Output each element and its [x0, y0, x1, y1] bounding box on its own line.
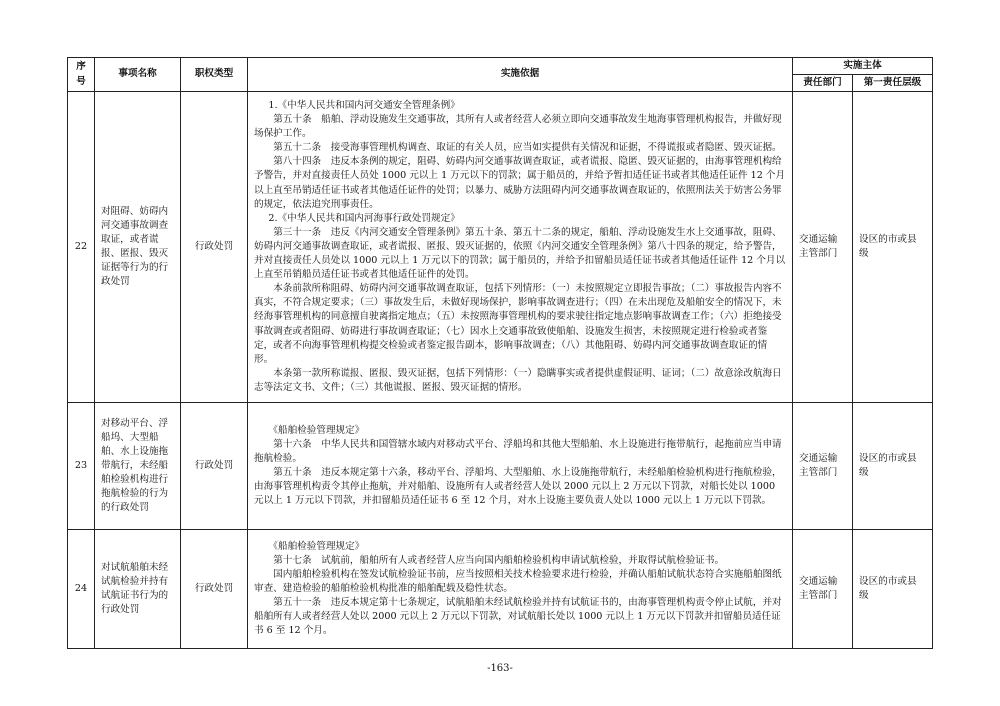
row-seq: 24: [68, 530, 95, 649]
row-dept: 交通运输主管部门: [793, 92, 853, 403]
row-seq: 22: [68, 92, 95, 403]
row-level: 设区的市或县级: [853, 530, 933, 649]
row-power-type: 行政处罚: [181, 530, 248, 649]
row-basis: [248, 530, 793, 649]
basis-paragraph: 第十六条 中华人民共和国管辖水域内对移动式平台、浮船坞和其他大型船舶、水上设施进行拖带航行，起拖前应当申请拖航检验。: [254, 438, 782, 464]
header-dept: 责任部门: [793, 75, 853, 92]
basis-paragraph: 2.《中华人民共和国内河海事行政处罚规定》: [268, 212, 460, 224]
header-power-type: 职权类型: [181, 58, 248, 92]
row-dept: 交通运输主管部门: [793, 530, 853, 649]
row-dept: 交通运输主管部门: [793, 403, 853, 530]
basis-paragraph: 第五十二条 接受海事管理机构调查、取证的有关人员，应当如实提供有关情况和证据，不得谎报或者隐匿、毁灭证据。: [273, 142, 782, 154]
basis-paragraph: 1.《中华人民共和国内河交通安全管理条例》: [268, 100, 460, 112]
basis-paragraph: 第五十一条 违反本规定第十七条规定，试航船舶未经试航检验并持有试航证书的，由海事管理机构责令停止试航，并对船舶所有人或者经营人处以 2000 元以上 2 万元以下罚款，对试航船长处以 1000 元以上 1 万元以下罚款并扣留船员适任证书 6 至 12 个月。: [254, 597, 782, 637]
basis-paragraph: 第八十四条 违反本条例的规定，阻碍、妨碍内河交通事故调查取证，或者谎报、隐匿、毁灭证据的，由海事管理机构给予警告，并对直接责任人员处 1000 元以上 1 万元以下的罚款；属于船员的，并给予暂扣适任证书或者其他适任证件 12 个月以上直至吊销适任证书或者其他适任证件的处罚；以暴力、威胁方法阻碍内河交通事故调查取证的，依照刑法关于妨害公务罪的规定，依法追究刑事责任。: [254, 156, 786, 210]
row-basis: [248, 92, 793, 403]
basis-paragraph: 第五十条 违反本规定第十六条，移动平台、浮船坞、大型船舶、水上设施拖带航行，未经船舶检验机构进行拖航检验，由海事管理机构责令其停止拖航，并对船舶、设施所有人或者经营人处以 2000 元以上 2 万元以下罚款，对船长处以 1000 元以上 1 万元以下罚款，并扣留船员适任证书 6 至 12 个月，对水上设施主要负责人处以 1000 元以上 1 万元以下罚款。: [254, 467, 782, 507]
enforcement-table: [67, 57, 933, 649]
header-basis: 实施依据: [248, 58, 793, 92]
row-item-name: 对移动平台、浮船坞、大型船舶、水上设施拖带航行，未经船舶检验机构进行拖航检验的行为的行政处罚: [95, 403, 181, 530]
header-level: 第一责任层级: [853, 75, 933, 92]
basis-paragraph: 本条前款所称阻碍、妨碍内河交通事故调查取证，包括下列情形：（一）未按照规定立即报告事故；（二）事故报告内容不真实，不符合规定要求；（三）事故发生后，未做好现场保护，影响事故调查进行；（四）在未出现危及船舶安全的情况下，未经海事管理机构的同意擅自驶离指定地点；（五）未按照海事管理机构的要求驶往指定地点影响事故调查工作；（六）拒绝接受事故调查或者阻碍、妨碍进行事故调查取证；（七）因水上交通事故致使船舶、设施发生损害，未按照规定进行检验或者鉴定，或者不向海事管理机构提交检验或者鉴定报告副本，影响事故调查；（八）其他阻碍、妨碍内河交通事故调查取证的情形。: [254, 283, 782, 365]
basis-paragraph: 国内船舶检验机构在签发试航检验证书前，应当按照相关技术检验要求进行检验，并确认船舶试航状态符合实施船舶图纸审查、建造检验的船舶检验机构批准的船舶配载及稳性状态。: [254, 568, 782, 594]
basis-paragraph: 《船舶检验管理规定》: [268, 424, 365, 436]
row-item-name: 对试航船舶未经试航检验并持有试航证书行为的行政处罚: [95, 530, 181, 649]
row-basis: [248, 403, 793, 530]
basis-paragraph: 第五十条 船舶、浮动设施发生交通事故，其所有人或者经营人必须立即向交通事故发生地海事管理机构报告，并做好现场保护工作。: [254, 114, 782, 140]
basis-paragraph: 本条第一款所称谎报、匿报、毁灭证据，包括下列情形：（一）隐瞒事实或者提供虚假证明、证词；（二）故意涂改航海日志等法定文书、文件；（三）其他谎报、匿报、毁灭证据的情形。: [254, 367, 782, 393]
row-seq: 23: [68, 403, 95, 530]
row-power-type: 行政处罚: [181, 92, 248, 403]
page-number: -163-: [487, 663, 513, 674]
row-level: 设区的市或县级: [853, 92, 933, 403]
row-power-type: 行政处罚: [181, 403, 248, 530]
row-item-name: 对阻碍、妨碍内河交通事故调查取证，或者谎报、匿报、毁灭证据等行为的行政处罚: [95, 92, 181, 403]
header-item-name: 事项名称: [95, 58, 181, 92]
basis-paragraph: 第十七条 试航前，船舶所有人或者经营人应当向国内船舶检验机构申请试航检验，并取得试航检验证书。: [273, 554, 725, 566]
basis-paragraph: 第三十一条 违反《内河交通安全管理条例》第五十条、第五十二条的规定，船舶、浮动设施发生水上交通事故，阻碍、妨碍内河交通事故调查取证，或者谎报、匿报、毁灭证据的，依照《内河交通安全管理条例》第八十四条的规定，给予警告，并对直接责任人员处以 1000 元以上 1 万元以下的罚款；属于船员的，并给予扣留船员适任证书或者其他适任证件 12 个月以上直至吊销船员适任证书或者其他适任证件的处罚。: [254, 226, 786, 281]
row-level: 设区的市或县级: [853, 403, 933, 530]
table-row: [68, 530, 933, 649]
basis-paragraph: 《船舶检验管理规定》: [268, 540, 365, 552]
table-row: [68, 92, 933, 403]
table-row: [68, 403, 933, 530]
header-seq: 序号: [68, 58, 95, 92]
header-subject: 实施主体: [793, 58, 933, 75]
